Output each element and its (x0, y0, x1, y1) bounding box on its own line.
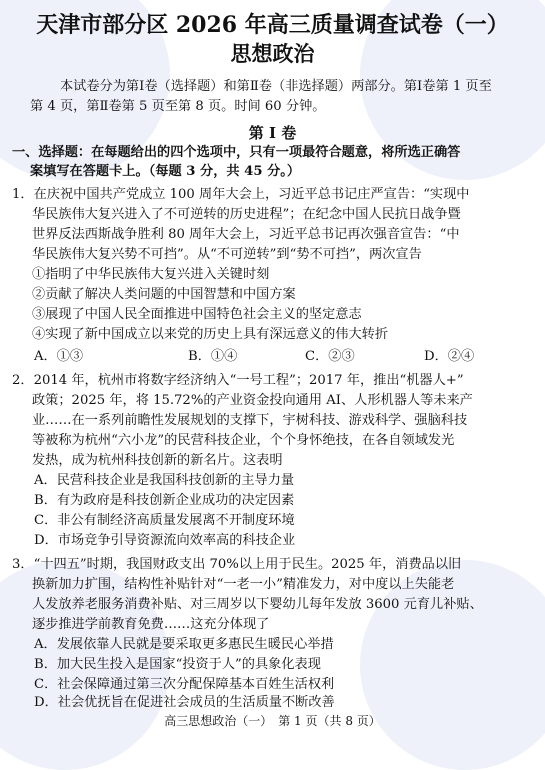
q2-stem-line: 业……在一系列前瞻性发展规划的支撑下，宇树科技、游戏科学、强脑科技 (32, 413, 468, 428)
q1-option-b: B．①④ (188, 349, 238, 364)
q2-stem-line: 等被称为杭州“六小龙”的民营科技企业，个个身怀绝技，在各自领域发光 (32, 433, 455, 448)
q1-item: ①指明了中华民族伟大复兴进入关键时刻 (32, 267, 270, 282)
q2-option-c: C．非公有制经济高质量发展离不开制度环境 (34, 513, 295, 528)
q2-option-a: A．民营科技企业是我国科技创新的主导力量 (34, 473, 295, 488)
instruction-line: 一、选择题：在每题给出的四个选项中，只有一项最符合题意，将所选正确答 (12, 145, 461, 160)
q1-stem-line: 华民族伟大复兴势不可挡”。从“不可逆转”到“势不可挡”，两次宣告 (32, 247, 422, 262)
q1-stem-line: 1．在庆祝中国共产党成立 100 周年大会上，习近平总书记庄严宣告：“实现中 (12, 187, 470, 202)
q2-stem-line: 发热，成为杭州科技创新的新名片。这表明 (32, 453, 283, 468)
section-heading: 第 Ⅰ 卷 (248, 124, 297, 142)
exam-title: 天津市部分区 2026 年高三质量调查试卷（一） (36, 12, 509, 38)
q2-option-d: D．市场竞争引导资源流向效率高的科技企业 (34, 533, 296, 548)
intro-line: 第 4 页，第Ⅱ卷第 5 页至第 8 页。时间 60 分钟。 (30, 99, 326, 114)
q3-stem-line: 逐步推进学前教育免费……这充分体现了 (32, 617, 270, 632)
q3-stem-line: 换新加力扩围，结构性补贴针对“一老一小”精准发力，对中度以上失能老 (32, 577, 455, 592)
q3-stem-line: 人发放养老服务消费补贴、对三周岁以下婴幼儿每年发放 3600 元育儿补贴、 (32, 597, 483, 612)
q1-item: ③展现了中国人民全面推进中国特色社会主义的坚定意志 (32, 307, 362, 322)
q3-option-b: B．加大民生投入是国家“投资于人”的具象化表现 (34, 657, 321, 672)
q1-stem-line: 世界反法西斯战争胜利 80 周年大会上，习近平总书记再次强音宣告：“中 (32, 227, 460, 242)
subject-title: 思想政治 (230, 41, 315, 66)
q2-stem-line: 2．2014 年，杭州市将数字经济纳入“一号工程”；2017 年，推出“机器人+” (12, 373, 464, 388)
q3-option-c: C．社会保障通过第三次分配保障基本百姓生活权利 (34, 677, 335, 692)
instruction-line: 案填写在答题卡上。（每题 3 分，共 45 分。） (30, 164, 301, 179)
q3-stem-line: 3．“十四五”时期，我国财政支出 70%以上用于民生。2025 年，消费品以旧 (12, 557, 462, 572)
page-footer: 高三思想政治（一） 第 1 页（共 8 页） (164, 714, 381, 728)
q1-item: ②贡献了解决人类问题的中国智慧和中国方案 (32, 287, 296, 302)
intro-line: 本试卷分为第Ⅰ卷（选择题）和第Ⅱ卷（非选择题）两部分。第Ⅰ卷第 1 页至 (60, 79, 492, 94)
q3-option-a: A．发展依靠人民就是要采取更多惠民生暖民心举措 (34, 637, 334, 652)
q2-option-b: B．有为政府是科技创新企业成功的决定因素 (34, 493, 295, 508)
q1-stem-line: 华民族伟大复兴进入了不可逆转的历史进程”；在纪念中国人民抗日战争暨 (32, 207, 461, 222)
q3-option-d: D．社会优抚旨在促进社会成员的生活质量不断改善 (34, 695, 335, 710)
q1-item: ④实现了新中国成立以来党的历史上具有深远意义的伟大转折 (32, 327, 389, 342)
q1-option-a: A．①③ (34, 349, 84, 364)
q1-option-c: C．②③ (305, 349, 355, 364)
q1-option-d: D．②④ (424, 349, 475, 364)
q2-stem-line: 政策；2025 年，将 15.72%的产业资金投向通用 AI、人形机器人等未来产 (32, 393, 473, 408)
